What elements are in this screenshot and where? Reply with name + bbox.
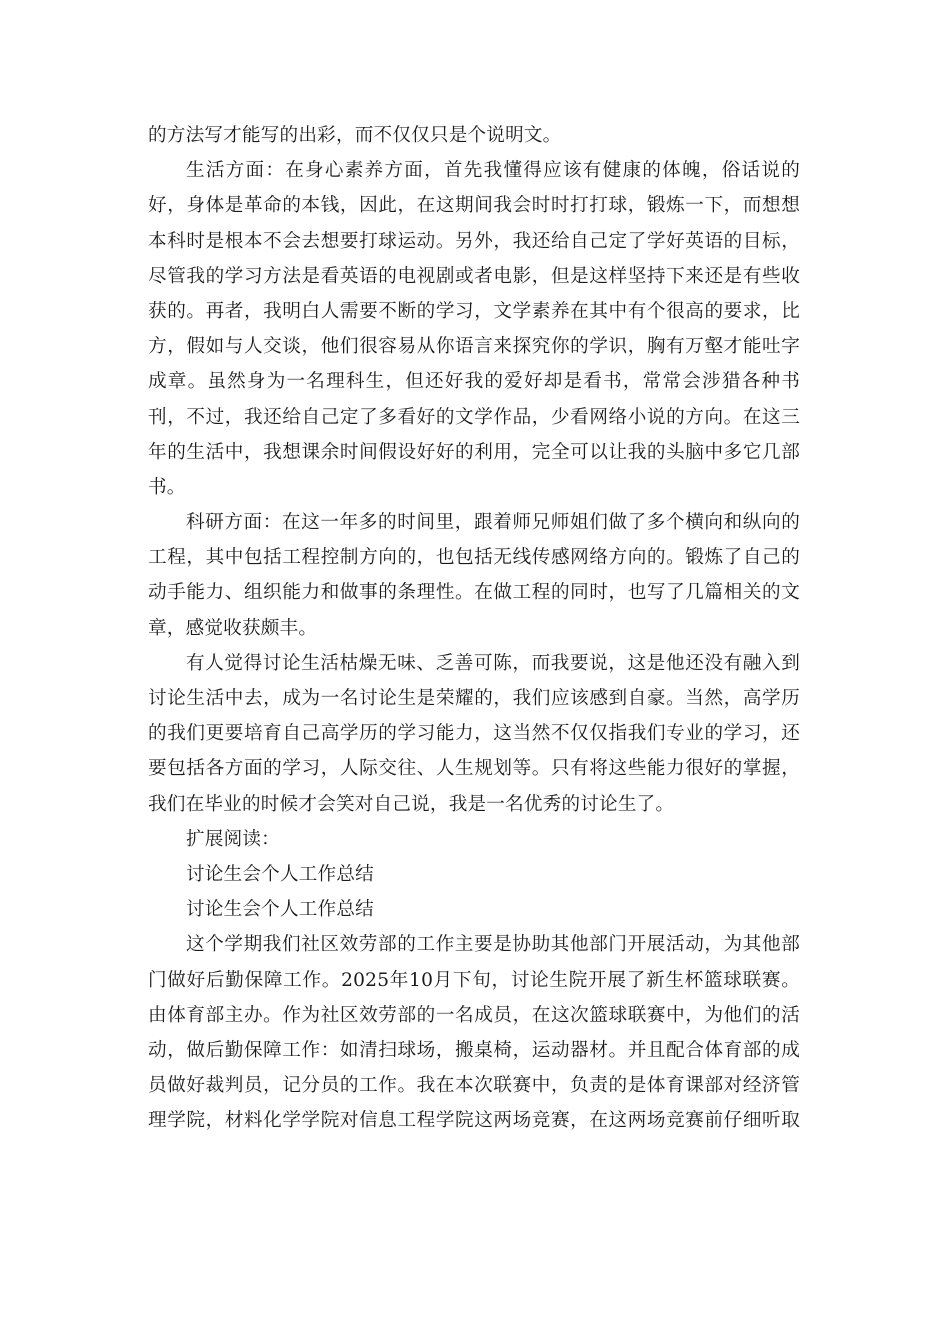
- text-line: 讨论生会个人工作总结: [186, 863, 374, 885]
- text-line: 我们在毕业的时候才会笑对自己说，我是一名优秀的讨论生了。: [148, 793, 675, 815]
- text-line: 讨论生活中去，成为一名讨论生是荣耀的，我们应该感到自豪。当然，高学历: [148, 688, 800, 709]
- text-line: 章，感觉收获颇丰。: [148, 617, 318, 639]
- text-line: 讨论生会个人工作总结: [186, 899, 374, 921]
- text-line: 门做好后勤保障工作。2025年10月下旬，讨论生院开展了新生杯篮球联赛。: [148, 969, 800, 991]
- text-line: 获的。再者，我明白人需要不断的学习，文学素养在其中有个很高的要求，比: [148, 300, 800, 322]
- text-line: 方，假如与人交谈，他们很容易从你语言来探究你的学识，胸有万壑才能吐字: [148, 336, 800, 358]
- text-line: 本科时是根本不会去想要打球运动。另外，我还给自己定了学好英语的目标，: [148, 230, 800, 252]
- text-line: 刊，不过，我还给自己定了多看好的文学作品，少看网络小说的方向。在这三: [148, 406, 800, 428]
- paragraph: [148, 892, 800, 927]
- text-line: 好，身体是革命的本钱，因此，在这期间我会时时打打球，锻炼一下，而想想: [148, 195, 800, 217]
- paragraph: [148, 118, 800, 153]
- text-line: 扩展阅读：: [186, 828, 280, 850]
- text-line: 书。: [148, 476, 186, 498]
- text-line: 的方法写才能写的出彩，而不仅仅只是个说明文。: [148, 125, 562, 146]
- text-line: 员做好裁判员，记分员的工作。我在本次联赛中，负责的是体育课部对经济管: [148, 1075, 800, 1097]
- text-line: 成章。虽然身为一名理科生，但还好我的爱好却是看书，常常会涉猎各种书: [148, 371, 800, 393]
- text-line: 有人觉得讨论生活枯燥无味、乏善可陈，而我要说，这是他还没有融入到: [186, 652, 800, 674]
- text-line: 的我们更要培育自己高学历的学习能力，这当然不仅仅指我们专业的学习，还: [148, 723, 800, 745]
- text-line: 这个学期我们社区效劳部的工作主要是协助其他部门开展活动，为其他部: [186, 934, 800, 956]
- paragraph: [148, 857, 800, 892]
- text-line: 年的生活中，我想课余时间假设好好的利用，完全可以让我的头脑中多它几部: [148, 441, 800, 463]
- text-line: 动手能力、组织能力和做事的条理性。在做工程的同时，也写了几篇相关的文: [148, 582, 800, 604]
- text-line: 工程，其中包括工程控制方向的，也包括无线传感网络方向的。锻炼了自己的: [148, 547, 800, 569]
- text-line: 理学院，材料化学学院对信息工程学院这两场竞赛，在这两场竞赛前仔细听取: [148, 1110, 800, 1132]
- paragraph: [148, 646, 800, 822]
- text-line: 生活方面：在身心素养方面，首先我懂得应该有健康的体魄，俗话说的: [186, 160, 800, 182]
- text-line: 由体育部主办。作为社区效劳部的一名成员，在这次篮球联赛中，为他们的活: [148, 1004, 800, 1026]
- paragraph: [148, 927, 800, 1138]
- text-line: 动，做后勤保障工作：如清扫球场，搬桌椅，运动器材。并且配合体育部的成: [148, 1039, 800, 1061]
- paragraph: [148, 505, 800, 646]
- text-line: 要包括各方面的学习，人际交往、人生规划等。只有将这些能力很好的掌握，: [148, 758, 800, 780]
- text-line: 科研方面：在这一年多的时间里，跟着师兄师姐们做了多个横向和纵向的: [186, 512, 800, 534]
- document-page: [148, 118, 800, 1138]
- paragraph: [148, 822, 800, 857]
- paragraph: [148, 153, 800, 505]
- text-line: 尽管我的学习方法是看英语的电视剧或者电影，但是这样坚持下来还是有些收: [148, 265, 800, 287]
